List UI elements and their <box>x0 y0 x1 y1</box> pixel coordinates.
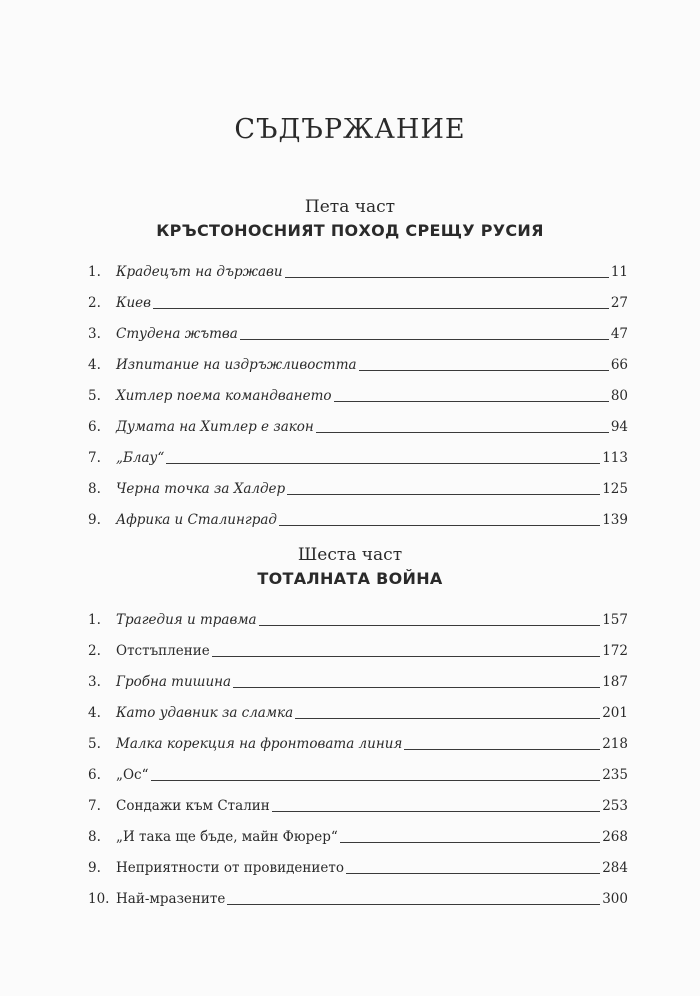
entry-number: 9. <box>88 512 101 528</box>
entry-number: 1. <box>88 612 101 628</box>
entry-page: 300 <box>602 891 628 907</box>
toc-entry[interactable] <box>88 846 628 877</box>
entry-title: Малка корекция на фронтовата линия <box>116 736 403 752</box>
toc-entry[interactable] <box>88 467 628 498</box>
entry-title: Думата на Хитлер е закон <box>116 419 314 435</box>
entry-page: 80 <box>610 388 628 404</box>
entry-number: 6. <box>88 419 101 435</box>
toc-entry[interactable] <box>88 250 628 281</box>
entry-title: Гробна тишина <box>116 674 232 690</box>
toc-entry[interactable] <box>88 660 628 691</box>
entry-page: 113 <box>602 450 628 466</box>
entry-number: 7. <box>88 798 101 814</box>
entry-page: 253 <box>602 798 628 814</box>
toc-entry[interactable] <box>88 598 628 629</box>
dot-leader <box>151 779 601 781</box>
toc-list-part-5 <box>88 250 628 529</box>
entry-page: 66 <box>610 357 628 373</box>
entry-title: „И така ще бъде, майн Фюрер“ <box>116 829 338 845</box>
entry-title: Черна точка за Халдер <box>116 481 286 497</box>
toc-entry[interactable] <box>88 877 628 908</box>
entry-number: 4. <box>88 705 101 721</box>
dot-leader <box>153 307 609 309</box>
toc-entry[interactable] <box>88 691 628 722</box>
entry-number: 7. <box>88 450 101 466</box>
dot-leader <box>259 624 601 626</box>
entry-number: 6. <box>88 767 101 783</box>
entry-title: Сондажи към Сталин <box>116 798 270 814</box>
toc-entry[interactable] <box>88 374 628 405</box>
entry-page: 47 <box>610 326 628 342</box>
entry-number: 8. <box>88 481 101 497</box>
dot-leader <box>227 903 600 905</box>
entry-page: 187 <box>602 674 628 690</box>
toc-entry[interactable] <box>88 629 628 660</box>
entry-page: 201 <box>602 705 628 721</box>
dot-leader <box>287 493 600 495</box>
dot-leader <box>279 524 600 526</box>
entry-page: 27 <box>610 295 628 311</box>
toc-entry[interactable] <box>88 753 628 784</box>
dot-leader <box>340 841 600 843</box>
dot-leader <box>233 686 600 688</box>
entry-page: 94 <box>610 419 628 435</box>
entry-number: 8. <box>88 829 101 845</box>
dot-leader <box>295 717 600 719</box>
dot-leader <box>359 369 609 371</box>
toc-entry[interactable] <box>88 722 628 753</box>
toc-entry[interactable] <box>88 436 628 467</box>
toc-entry[interactable] <box>88 815 628 846</box>
toc-list-part-6 <box>88 598 628 908</box>
entry-page: 218 <box>602 736 628 752</box>
entry-title: Студена жътва <box>116 326 238 342</box>
entry-title: Изпитание на издръжливостта <box>116 357 357 373</box>
entry-number: 1. <box>88 264 101 280</box>
entry-title: Като удавник за сламка <box>116 705 294 721</box>
entry-number: 2. <box>88 295 101 311</box>
entry-page: 284 <box>602 860 628 876</box>
dot-leader <box>272 810 600 812</box>
entry-title: Трагедия и травма <box>116 612 257 628</box>
entry-page: 125 <box>602 481 628 497</box>
toc-entry[interactable] <box>88 405 628 436</box>
page-title: СЪДЪРЖАНИЕ <box>234 114 466 145</box>
entry-title: „Блау“ <box>116 450 165 466</box>
toc-entry[interactable] <box>88 312 628 343</box>
dot-leader <box>334 400 609 402</box>
entry-title: Хитлер поема командването <box>116 388 332 404</box>
entry-title: Най-мразените <box>116 891 226 907</box>
entry-number: 9. <box>88 860 101 876</box>
entry-title: Африка и Сталинград <box>116 512 277 528</box>
entry-number: 3. <box>88 326 101 342</box>
entry-number: 2. <box>88 643 101 659</box>
dot-leader <box>212 655 601 657</box>
dot-leader <box>285 276 609 278</box>
entry-number: 10. <box>88 891 110 907</box>
entry-title: Отстъпление <box>116 643 210 659</box>
toc-entry[interactable] <box>88 498 628 529</box>
entry-number: 3. <box>88 674 101 690</box>
toc-entry[interactable] <box>88 343 628 374</box>
entry-page: 268 <box>602 829 628 845</box>
entry-number: 5. <box>88 388 101 404</box>
part-title: КРЪСТОНОСНИЯТ ПОХОД СРЕЩУ РУСИЯ <box>156 221 544 240</box>
entry-page: 157 <box>602 612 628 628</box>
entry-page: 11 <box>610 264 628 280</box>
dot-leader <box>404 748 600 750</box>
dot-leader <box>346 872 600 874</box>
entry-number: 4. <box>88 357 101 373</box>
entry-title: Киев <box>116 295 151 311</box>
part-label: Шеста част <box>297 545 403 565</box>
dot-leader <box>316 431 609 433</box>
dot-leader <box>240 338 609 340</box>
toc-entry[interactable] <box>88 784 628 815</box>
entry-page: 139 <box>602 512 628 528</box>
dot-leader <box>166 462 600 464</box>
part-title: ТОТАЛНАТА ВОЙНА <box>257 569 443 588</box>
entry-page: 235 <box>602 767 628 783</box>
entry-title: Крадецът на държави <box>116 264 283 280</box>
entry-title: Неприятности от провидението <box>116 860 344 876</box>
entry-page: 172 <box>602 643 628 659</box>
entry-number: 5. <box>88 736 101 752</box>
toc-entry[interactable] <box>88 281 628 312</box>
part-label: Пета част <box>304 197 396 217</box>
entry-title: „Ос“ <box>116 767 149 783</box>
